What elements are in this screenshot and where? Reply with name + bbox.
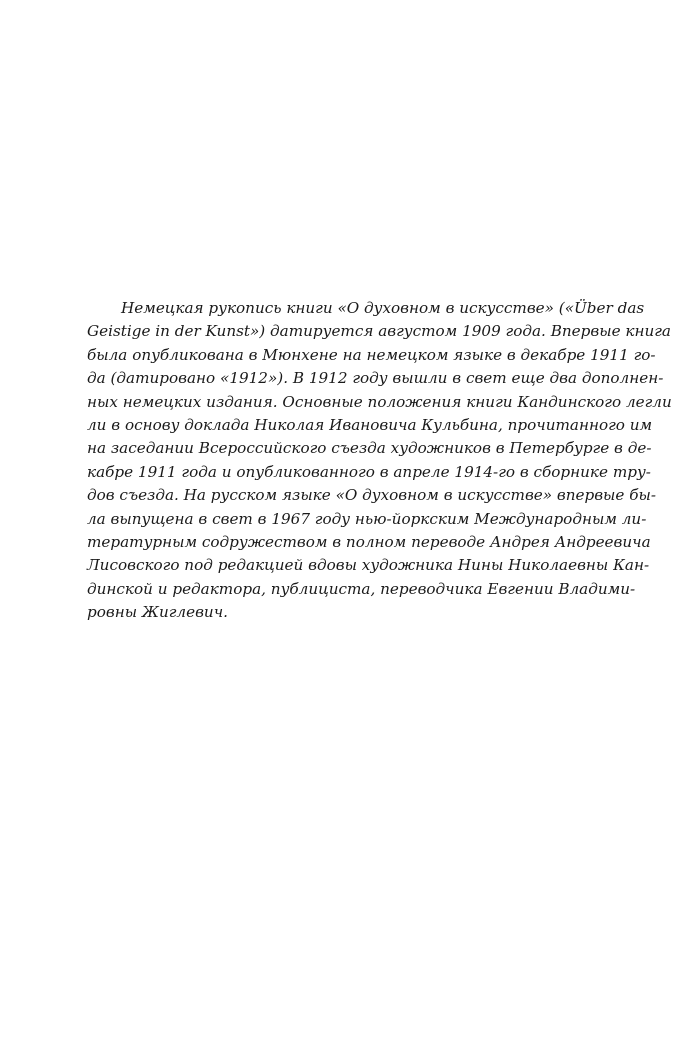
paragraph-line: кабре 1911 года и опубликованного в апреле 1914-го в сборнике тру- <box>87 462 651 481</box>
paragraph-line: ровны Жиглевич. <box>87 603 228 622</box>
paragraph-line: тературным содружеством в полном переводе Андрея Андреевича <box>87 532 651 551</box>
paragraph-line: Geistige in der Kunst») датируется августом 1909 года. Впервые книга <box>87 322 671 341</box>
paragraph-line: была опубликована в Мюнхене на немецком языке в декабре 1911 го- <box>87 345 656 364</box>
body-paragraph <box>87 297 672 624</box>
paragraph-line: дов съезда. На русском языке «О духовном в искусстве» впервые бы- <box>87 486 657 505</box>
paragraph-line: да (датировано «1912»). В 1912 году вышли в свет еще два дополнен- <box>87 369 664 388</box>
paragraph-line: Лисовского под редакцией вдовы художника Нины Николаевны Кан- <box>87 556 650 575</box>
paragraph-line: ных немецких издания. Основные положения книги Кандинского легли <box>87 392 672 411</box>
paragraph-line: ла выпущена в свет в 1967 году нью-йоркским Международным ли- <box>87 509 647 528</box>
paragraph-line: на заседании Всероссийского съезда художников в Петербурге в де- <box>87 439 652 458</box>
paragraph-line: Немецкая рукопись книги «О духовном в искусстве» («Über das <box>121 299 645 317</box>
paragraph-line: ли в основу доклада Николая Ивановича Кульбина, прочитанного им <box>87 415 653 434</box>
paragraph-line: динской и редактора, публициста, переводчика Евгении Владими- <box>87 579 636 598</box>
